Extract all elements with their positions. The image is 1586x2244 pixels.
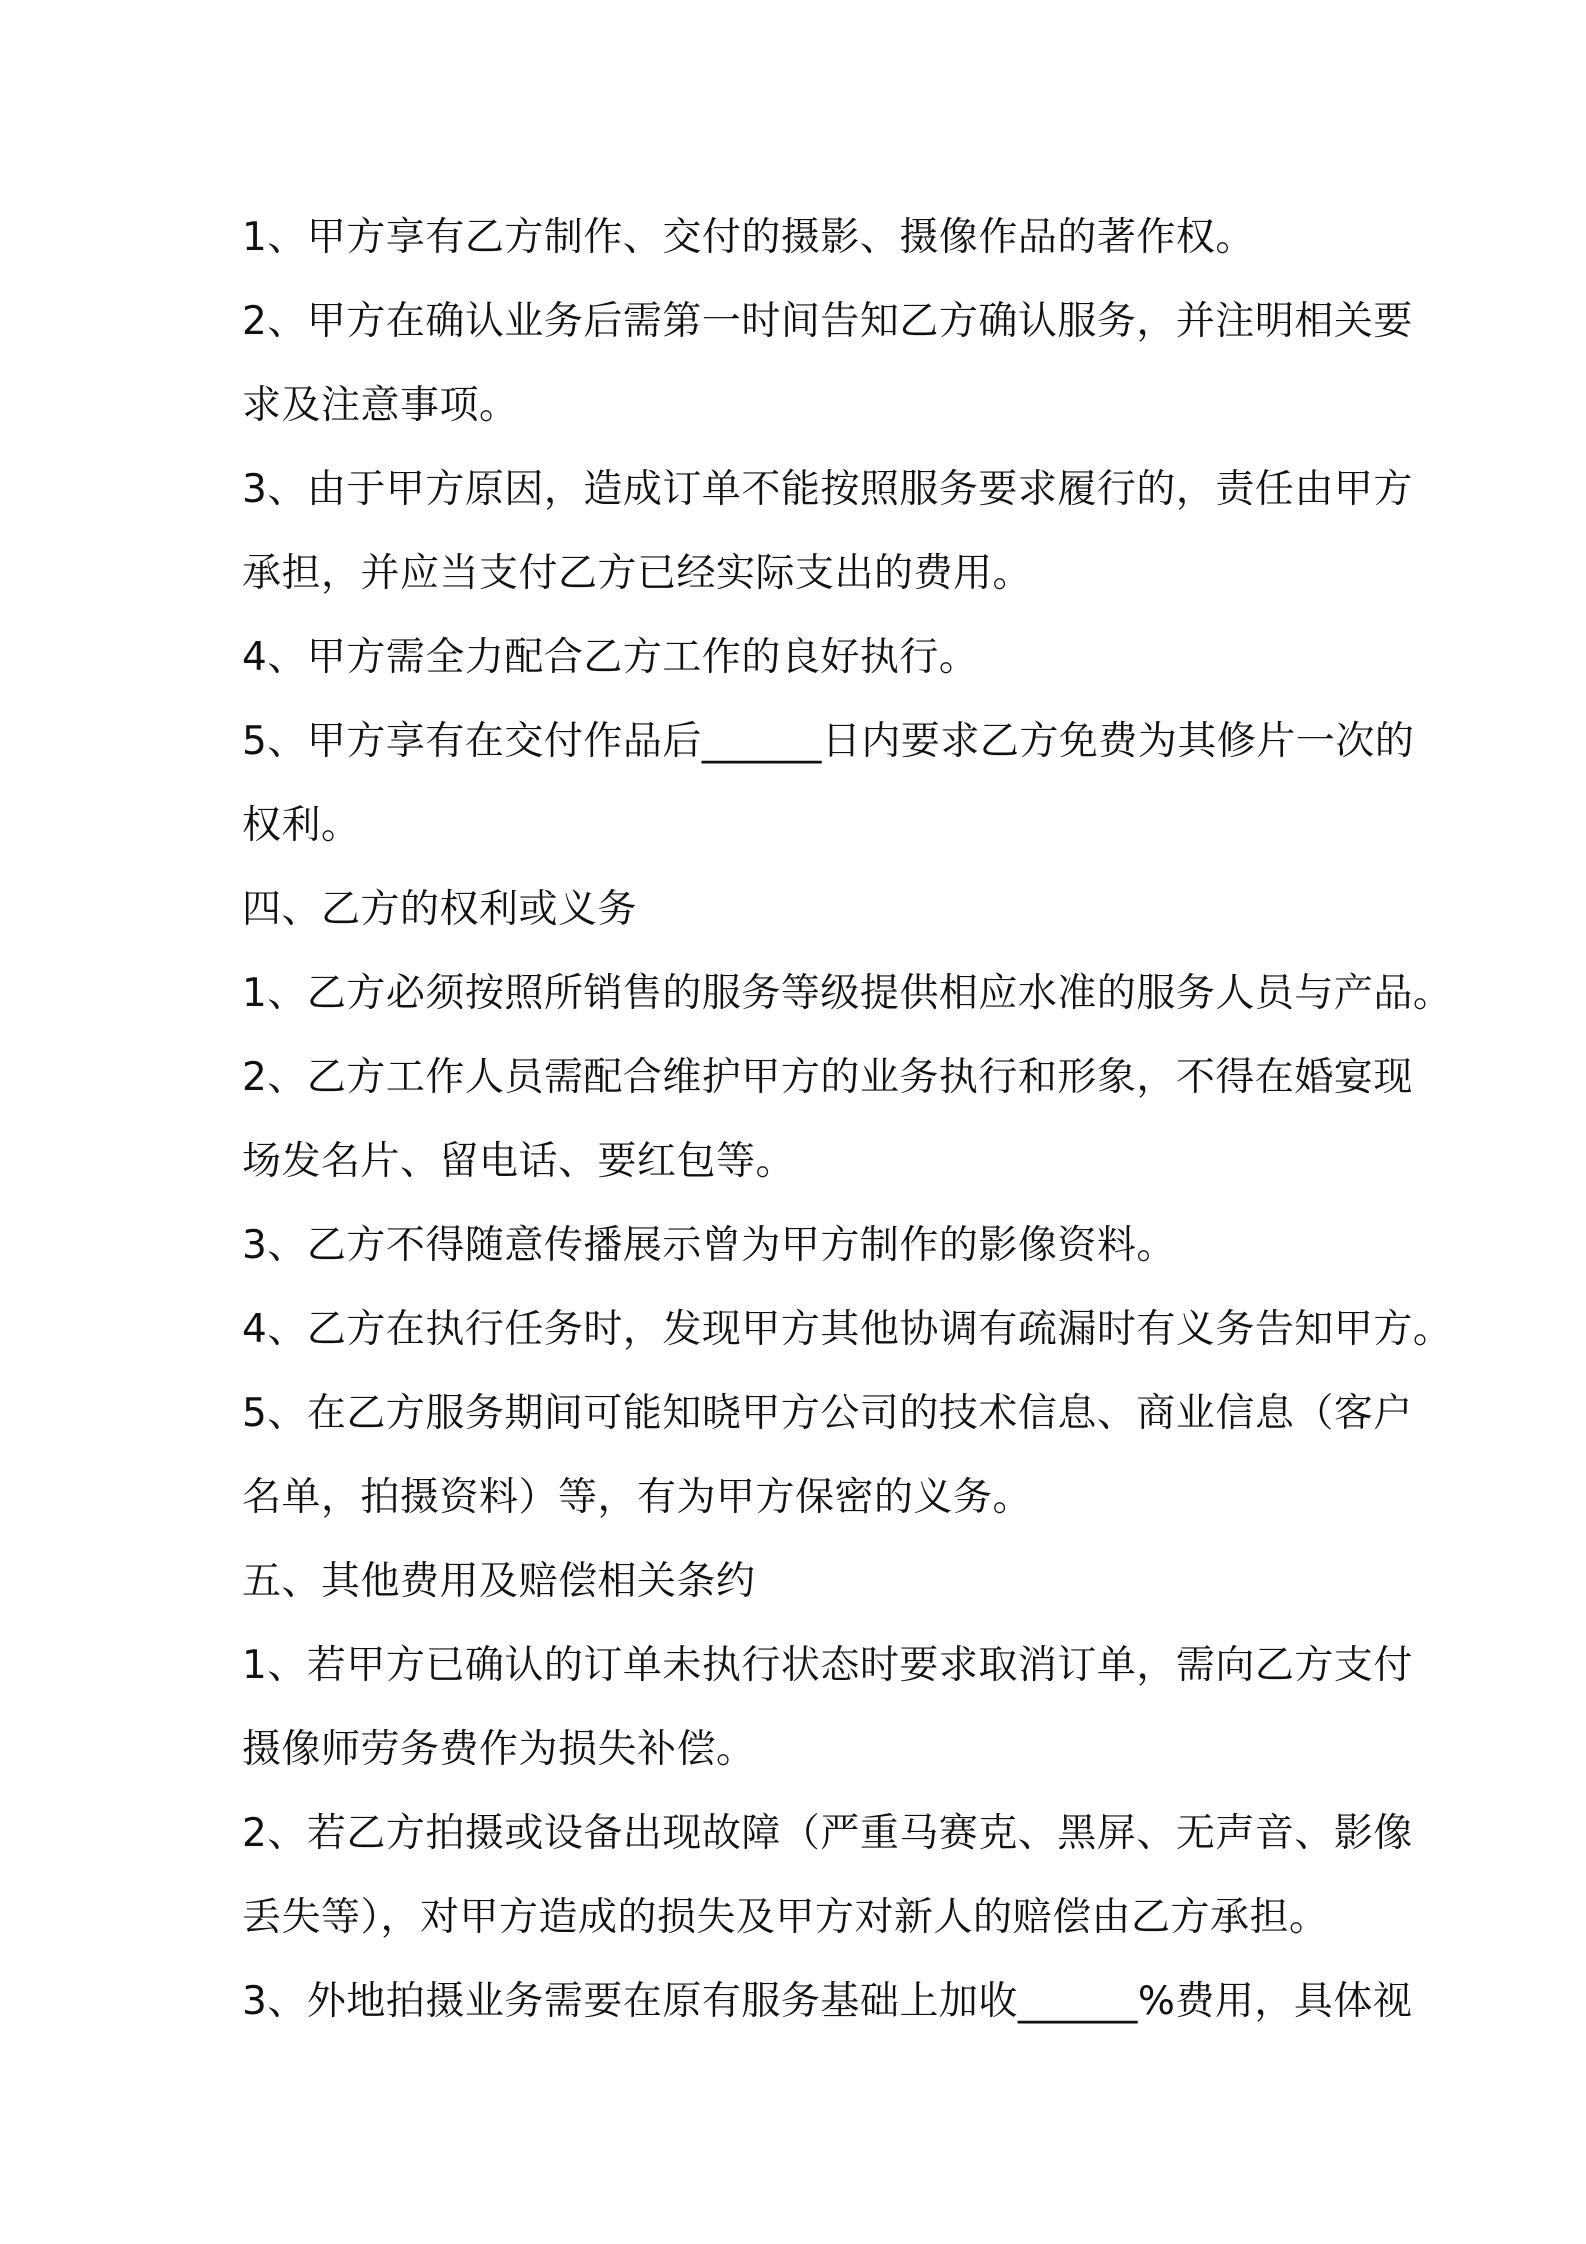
clause-a3-line-1: 3、由于甲方原因，造成订单不能按照服务要求履行的，责任由甲方 [242,467,1413,512]
clause-a2-line-1: 2、甲方在确认业务后需第一时间告知乙方确认服务，并注明相关要 [242,299,1413,344]
contract-body [242,196,1453,2044]
clause-a5-line-2: 权利。 [242,803,361,848]
clause-b2-line-1: 2、乙方工作人员需配合维护甲方的业务执行和形象，不得在婚宴现 [242,1055,1413,1100]
clause-b4-line-1: 4、乙方在执行任务时，发现甲方其他协调有疏漏时有义务告知甲方。 [242,1307,1453,1352]
clause-c1-line-1: 1、若甲方已确认的订单未执行状态时要求取消订单，需向乙方支付 [242,1643,1413,1688]
clause-c1-line-2: 摄像师劳务费作为损失补偿。 [242,1727,756,1772]
section-heading-5: 五、其他费用及赔偿相关条约 [242,1559,756,1604]
clause-b5-line-1: 5、在乙方服务期间可能知晓甲方公司的技术信息、商业信息（客户 [242,1391,1413,1436]
clause-b3-line-1: 3、乙方不得随意传播展示曾为甲方制作的影像资料。 [242,1223,1176,1268]
clause-c2-line-2: 丢失等），对甲方造成的损失及甲方对新人的赔偿由乙方承担。 [242,1895,1329,1940]
clause-a2-line-2: 求及注意事项。 [242,383,519,428]
clause-a4-line-1: 4、甲方需全力配合乙方工作的良好执行。 [242,635,979,680]
section-heading-4: 四、乙方的权利或义务 [242,887,638,932]
clause-b1-line-1: 1、乙方必须按照所销售的服务等级提供相应水准的服务人员与产品。 [242,971,1453,1016]
clause-a5-line-1: 5、甲方享有在交付作品后______日内要求乙方免费为其修片一次的 [242,719,1415,764]
clause-c3-line-1: 3、外地拍摄业务需要在原有服务基础上加收______%费用，具体视 [242,1979,1413,2024]
clause-c2-line-1: 2、若乙方拍摄或设备出现故障（严重马赛克、黑屏、无声音、影像 [242,1811,1413,1856]
clause-b2-line-2: 场发名片、留电话、要红包等。 [242,1139,796,1184]
clause-a3-line-2: 承担，并应当支付乙方已经实际支出的费用。 [242,551,1033,596]
clause-b5-line-2: 名单，拍摄资料）等，有为甲方保密的义务。 [242,1475,1033,1520]
clause-a1-line-1: 1、甲方享有乙方制作、交付的摄影、摄像作品的著作权。 [242,215,1255,260]
